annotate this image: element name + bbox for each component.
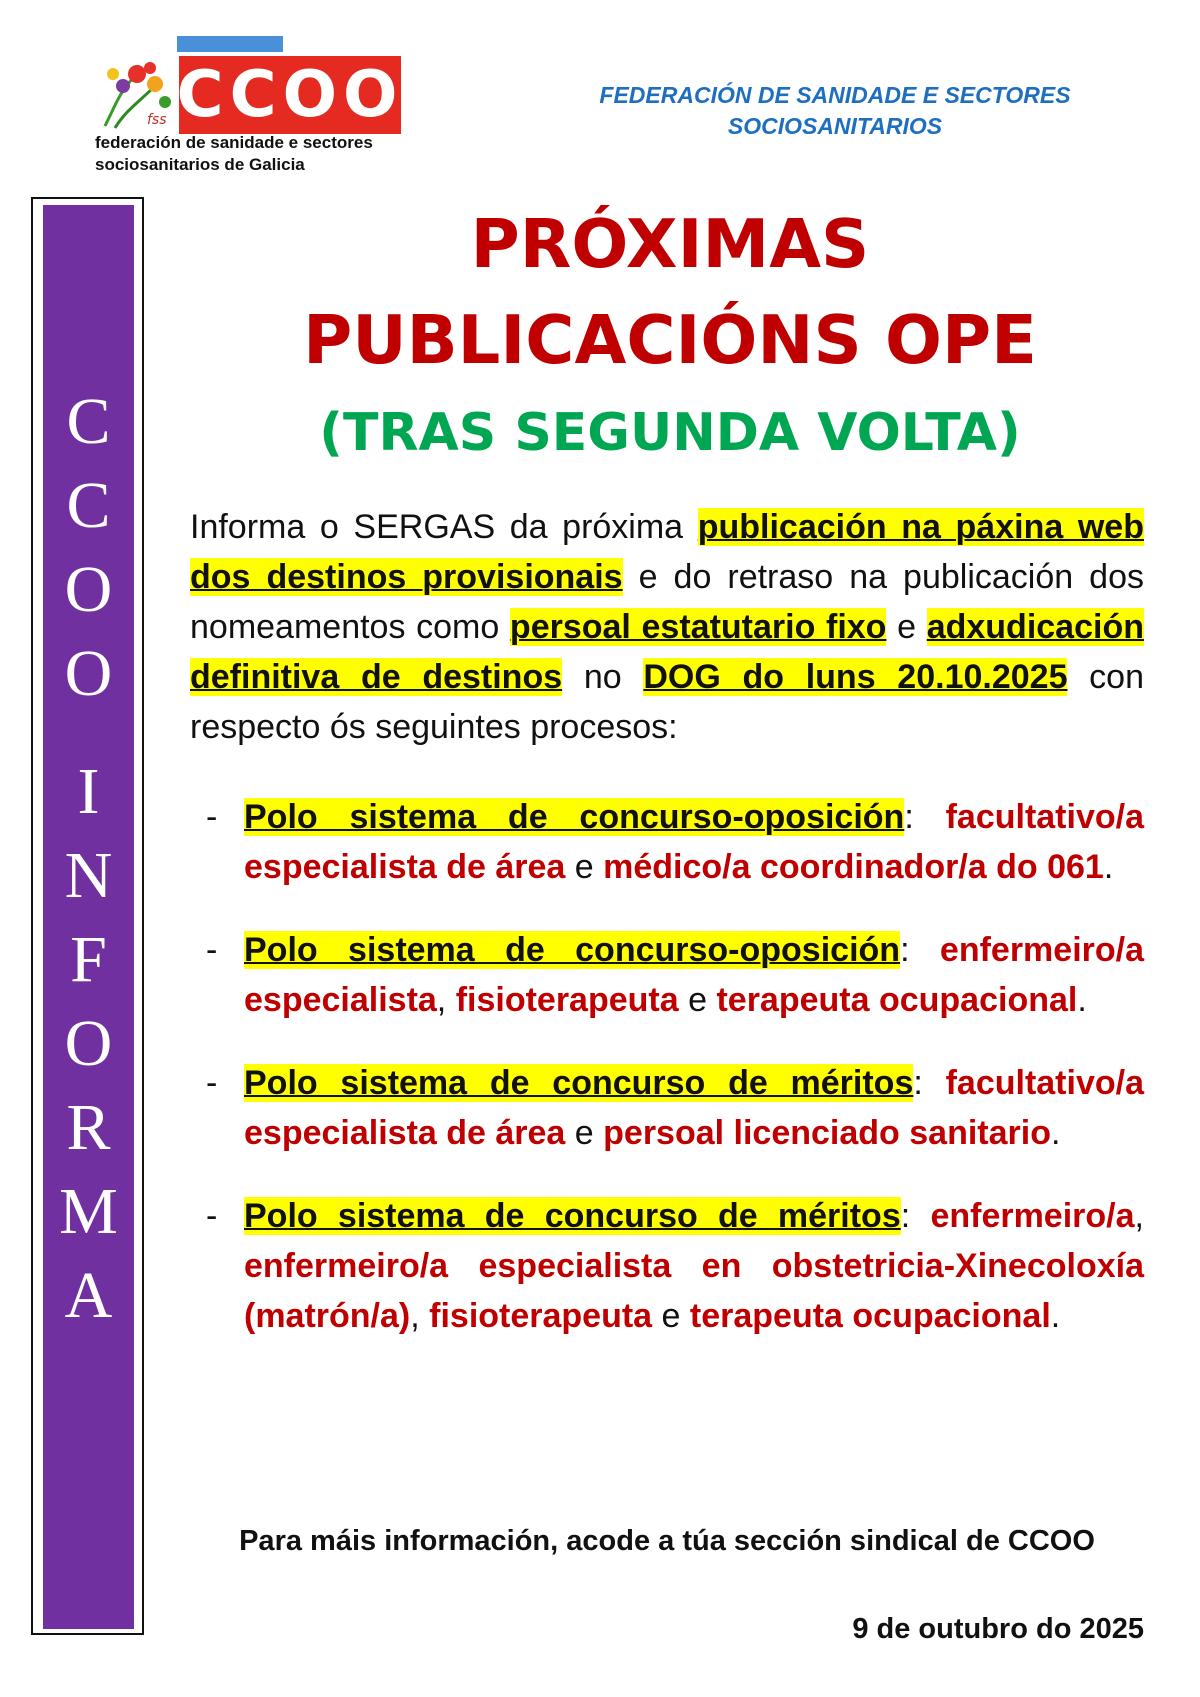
- process-category: fisioterapeuta: [455, 981, 679, 1019]
- process-category: médico/a coordinador/a do 061: [603, 848, 1104, 886]
- process-sep: .: [1050, 1114, 1061, 1152]
- page-subtitle: (TRAS SEGUNDA VOLTA): [319, 403, 1021, 463]
- list-dash: -: [206, 1064, 218, 1102]
- intro-text: e: [886, 608, 927, 646]
- process-sep: :: [900, 931, 940, 969]
- intro-highlight: publicación na páxina web dos destinos provisionais: [190, 508, 1144, 596]
- process-system: Polo sistema de concurso-oposición: [244, 798, 905, 836]
- title-line-1: PRÓXIMAS: [470, 205, 870, 283]
- fss-emblem-icon: [95, 56, 179, 132]
- process-sep: ,: [436, 981, 456, 1019]
- process-sep: .: [1050, 1297, 1061, 1335]
- sidebar-letter: A: [64, 1259, 113, 1332]
- ccoo-wordmark-box: [176, 56, 404, 134]
- sidebar-letter: O: [64, 553, 113, 626]
- process-sep: ,: [1134, 1197, 1144, 1235]
- sidebar-ccoo-informa: [43, 380, 134, 1338]
- process-sep: ,: [410, 1297, 430, 1335]
- process-category: enfermeiro/a especialista: [244, 931, 1144, 1019]
- process-sep: :: [913, 1064, 946, 1102]
- emblem-text: fss: [147, 112, 167, 128]
- process-item: [190, 925, 1144, 1025]
- process-category: enfermeiro/a especialista en obstetricia-Xinecoloxía (matrón/a): [244, 1247, 1144, 1335]
- process-item: [190, 1191, 1144, 1341]
- process-item: [190, 792, 1144, 892]
- list-dash: -: [206, 1197, 218, 1235]
- intro-highlight: adxudicación definitiva de destinos: [190, 608, 1144, 696]
- intro-highlight: persoal estatutario fixo: [509, 608, 887, 646]
- process-sep: :: [904, 798, 946, 836]
- list-dash: -: [206, 931, 218, 969]
- intro-text: Informa o SERGAS da próxima: [190, 508, 698, 546]
- process-category: enfermeiro/a: [930, 1197, 1135, 1235]
- ccoo-logo: [95, 36, 405, 176]
- process-item: [190, 1058, 1144, 1158]
- ccoo-wordmark: CCOO: [176, 58, 404, 132]
- process-sep: .: [1077, 981, 1087, 1019]
- intro-text: e do retraso na publicación dos nomeamentos como: [190, 558, 1144, 646]
- process-sep: .: [1103, 848, 1114, 886]
- federation-title: [560, 80, 1110, 142]
- intro-text: no: [562, 658, 644, 696]
- page-title: [190, 196, 1150, 478]
- process-system: Polo sistema de concurso de méritos: [244, 1064, 914, 1102]
- process-category: facultativo/a especialista de área: [244, 1064, 1144, 1152]
- sidebar-letter: O: [64, 637, 113, 710]
- logo-blue-bar: [177, 36, 283, 52]
- process-sep: e: [678, 981, 717, 1019]
- process-list: [190, 792, 1144, 1374]
- sidebar-letter: C: [66, 469, 111, 542]
- federation-line-2: SOCIOSANITARIOS: [727, 113, 943, 139]
- sidebar-letter: C: [66, 385, 111, 458]
- sidebar-letter: R: [66, 1091, 111, 1164]
- logo-org-line-1: federación de sanidade e sectores: [95, 133, 373, 152]
- intro-text: con respecto ós seguintes procesos:: [190, 658, 1144, 746]
- sidebar-letter: O: [64, 1007, 113, 1080]
- process-category: persoal licenciado sanitario: [603, 1114, 1051, 1152]
- process-sep: e: [652, 1297, 690, 1335]
- sidebar-letter: N: [64, 839, 113, 912]
- process-category: facultativo/a especialista de área: [244, 798, 1144, 886]
- process-category: fisioterapeuta: [429, 1297, 653, 1335]
- process-sep: e: [565, 848, 604, 886]
- federation-line-1: FEDERACIÓN DE SANIDADE E SECTORES: [599, 82, 1071, 108]
- publication-date: 9 de outubro do 2025: [852, 1613, 1144, 1645]
- process-system: Polo sistema de concurso-oposición: [244, 931, 901, 969]
- list-dash: -: [206, 798, 218, 836]
- footer-info: Para máis información, acode a túa sección sindical de CCOO: [239, 1525, 1095, 1557]
- title-line-2: PUBLICACIÓNS OPE: [303, 301, 1037, 379]
- sidebar-letter: M: [59, 1175, 118, 1248]
- intro-paragraph: [190, 502, 1144, 752]
- sidebar-letter: F: [70, 923, 107, 996]
- process-system: Polo sistema de concurso de méritos: [244, 1197, 901, 1235]
- sidebar-letter: I: [77, 755, 100, 828]
- process-sep: :: [900, 1197, 931, 1235]
- logo-org-name: [95, 132, 415, 176]
- process-sep: e: [565, 1114, 604, 1152]
- intro-highlight: DOG do luns 20.10.2025: [643, 658, 1068, 696]
- process-category: terapeuta ocupacional: [716, 981, 1078, 1019]
- logo-org-line-2: sociosanitarios de Galicia: [95, 155, 305, 174]
- process-category: terapeuta ocupacional: [689, 1297, 1051, 1335]
